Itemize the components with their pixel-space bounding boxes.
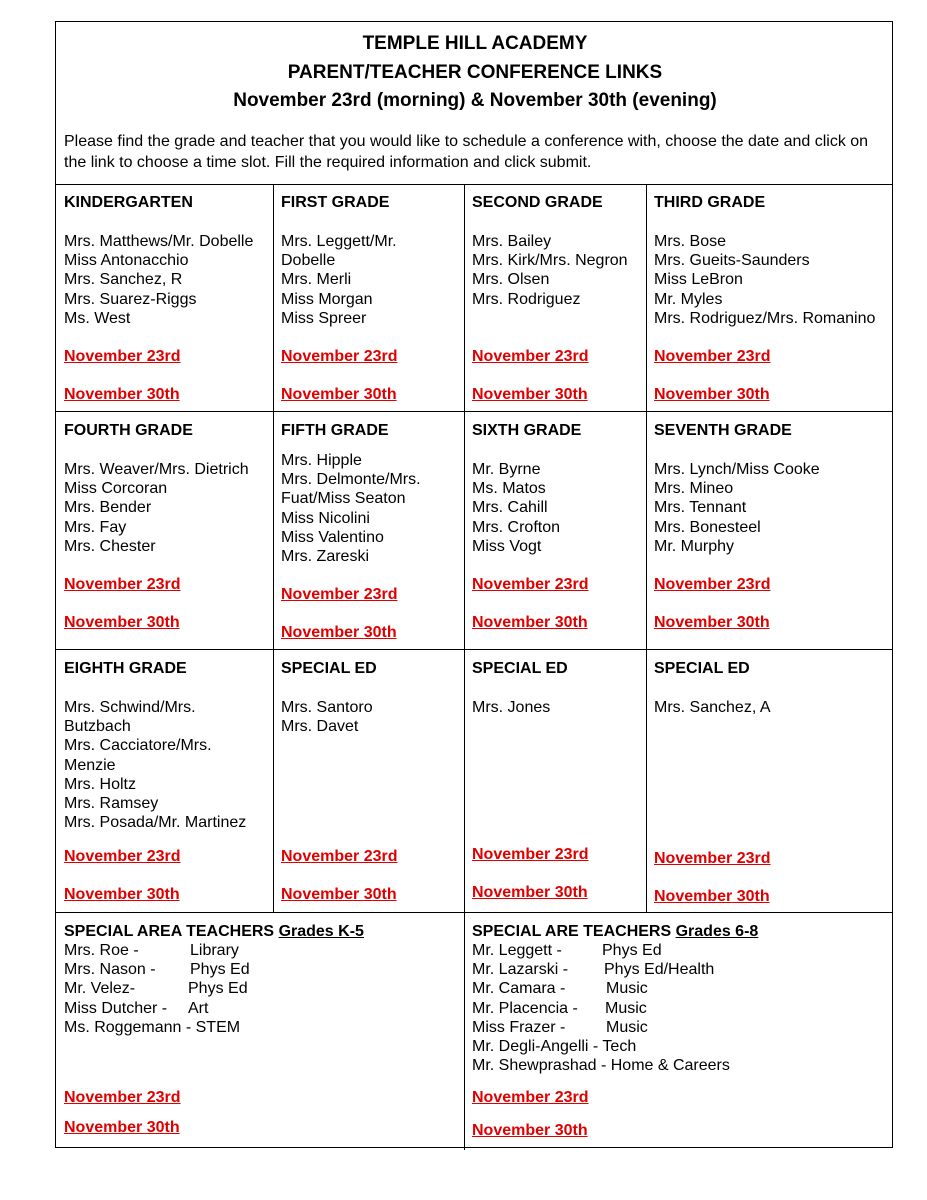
subject: STEM	[195, 1018, 241, 1036]
teacher-name: Mrs. Merli	[281, 271, 352, 289]
fifth-grade-nov23-link[interactable]: November 23rd	[281, 586, 398, 603]
special-area-68-heading	[472, 922, 758, 941]
special-area-68-title: SPECIAL ARE TEACHERS	[472, 923, 672, 940]
teacher-name: Mrs. Ramsey	[64, 795, 159, 813]
teacher-list-fifth	[281, 451, 421, 566]
teacher-name: Miss Antonacchio	[64, 252, 189, 270]
subject: Phys Ed	[190, 961, 250, 979]
special-ed-2-nov23-link[interactable]: November 23rd	[472, 846, 589, 863]
teacher-name: Mrs. Delmonte/Mrs.	[281, 471, 421, 489]
teacher-list-second	[472, 232, 628, 309]
first-grade-nov23-link[interactable]: November 23rd	[281, 348, 398, 365]
teacher-name: Ms. West	[64, 309, 131, 327]
teacher-name: Miss Dutcher -	[64, 999, 168, 1017]
teacher-name: Mrs. Fay	[64, 518, 127, 536]
special-area-k5-nov30-link[interactable]: November 30th	[64, 1119, 180, 1136]
teacher-name: Mrs. Tennant	[654, 499, 747, 517]
grade-title-special-ed-3: SPECIAL ED	[654, 660, 750, 677]
instructions: Please find the grade and teacher that you would like to schedule a conference with, choose the date and click on the link to choose a time slot. Fill the required information and click submit.	[64, 133, 869, 171]
conference-sheet	[55, 21, 893, 1148]
teacher-name: Mrs. Davet	[281, 718, 359, 736]
subject: Phys Ed	[188, 980, 248, 998]
teacher-name: Mrs. Cahill	[472, 499, 548, 517]
teacher-name: Mrs. Sanchez, A	[654, 699, 771, 716]
teacher-name: Mrs. Santoro	[281, 699, 373, 716]
subject: Phys Ed/Health	[604, 961, 715, 979]
teacher-name: Mrs. Hipple	[281, 452, 362, 469]
fourth-grade-nov30-link[interactable]: November 30th	[64, 614, 180, 631]
teacher-name: Mr. Degli-Angelli -	[472, 1038, 599, 1056]
teacher-name: Miss Corcoran	[64, 480, 168, 498]
second-grade-nov30-link[interactable]: November 30th	[472, 386, 588, 403]
special-ed-2-nov30-link[interactable]: November 30th	[472, 884, 588, 901]
list-item	[472, 941, 730, 960]
teacher-name: Mrs. Holtz	[64, 775, 136, 793]
teacher-name: Mrs. Gueits-Saunders	[654, 252, 810, 270]
teacher-name: Mr. Camara -	[472, 980, 566, 998]
teacher-list-special-ed-1	[281, 698, 373, 736]
teacher-name: Miss Nicolini	[281, 509, 370, 527]
list-item	[472, 960, 730, 979]
grid-line	[646, 184, 647, 912]
seventh-grade-nov23-link[interactable]: November 23rd	[654, 576, 771, 593]
special-area-68-grades: Grades 6-8	[675, 923, 759, 940]
special-ed-1-nov23-link[interactable]: November 23rd	[281, 848, 398, 865]
teacher-list-sixth	[472, 460, 560, 556]
teacher-list-third	[654, 232, 875, 328]
kindergarten-nov23-link[interactable]: November 23rd	[64, 348, 181, 365]
grid-line	[273, 184, 274, 912]
grade-title-second: SECOND GRADE	[472, 194, 603, 211]
grade-title-third: THIRD GRADE	[654, 194, 766, 211]
special-area-k5-title: SPECIAL AREA TEACHERS	[64, 923, 275, 940]
subject: Music	[606, 1018, 648, 1036]
grade-title-kindergarten: KINDERGARTEN	[64, 194, 193, 211]
grid-line	[56, 649, 892, 650]
list-item	[64, 999, 250, 1018]
special-ed-3-nov30-link[interactable]: November 30th	[654, 888, 770, 905]
teacher-name: Mr. Shewprashad -	[472, 1057, 607, 1075]
third-grade-nov23-link[interactable]: November 23rd	[654, 348, 771, 365]
special-ed-1-nov30-link[interactable]: November 30th	[281, 886, 397, 903]
teacher-name: Ms. Roggemann -	[64, 1018, 192, 1036]
teacher-list-special-ed-3	[654, 698, 771, 717]
teacher-name: Mr. Placencia -	[472, 999, 578, 1017]
teacher-name: Mrs. Nason -	[64, 961, 156, 979]
teacher-name: Mrs. Crofton	[472, 518, 561, 536]
teacher-name: Mrs. Sanchez, R	[64, 271, 183, 289]
list-item	[472, 999, 730, 1018]
teacher-name: Miss Spreer	[281, 309, 367, 327]
grid-line	[56, 184, 892, 185]
special-area-k5-list	[64, 941, 250, 1037]
teacher-name: Mrs. Jones	[472, 699, 551, 716]
special-area-68-nov30-link[interactable]: November 30th	[472, 1122, 588, 1139]
list-item	[472, 1018, 730, 1037]
teacher-name: Mrs. Mineo	[654, 480, 734, 498]
subject: Home & Careers	[610, 1057, 730, 1075]
grade-title-eighth: EIGHTH GRADE	[64, 660, 187, 677]
special-area-k5-grades: Grades K-5	[278, 923, 364, 940]
grid-line	[56, 912, 892, 913]
grade-title-special-ed-2: SPECIAL ED	[472, 660, 568, 677]
teacher-name: Miss Vogt	[472, 537, 542, 555]
subject: Music	[605, 999, 647, 1017]
teacher-name: Mr. Lazarski -	[472, 961, 569, 979]
teacher-name: Mr. Velez-	[64, 980, 136, 998]
teacher-name: Fuat/Miss Seaton	[281, 490, 406, 508]
teacher-name: Mrs. Posada/Mr. Martinez	[64, 814, 247, 832]
teacher-name: Mr. Murphy	[654, 537, 735, 555]
teacher-name: Mrs. Chester	[64, 537, 156, 555]
sixth-grade-nov30-link[interactable]: November 30th	[472, 614, 588, 631]
teacher-name: Ms. Matos	[472, 480, 546, 498]
teacher-name: Mrs. Matthews/Mr. Dobelle	[64, 233, 254, 250]
grade-title-first: FIRST GRADE	[281, 194, 390, 211]
grade-title-seventh: SEVENTH GRADE	[654, 422, 792, 439]
special-area-68-list	[472, 941, 730, 1075]
teacher-name: Miss Valentino	[281, 528, 384, 546]
special-area-k5-heading	[64, 922, 364, 941]
subject: Library	[190, 942, 239, 959]
teacher-name: Dobelle	[281, 252, 336, 270]
teacher-name: Mrs. Lynch/Miss Cooke	[654, 461, 820, 478]
teacher-list-eighth	[64, 698, 246, 832]
grid-line	[56, 411, 892, 412]
list-item	[472, 1056, 730, 1075]
teacher-name: Mrs. Roe -	[64, 942, 139, 959]
teacher-name: Mrs. Bose	[654, 233, 727, 250]
sixth-grade-nov23-link[interactable]: November 23rd	[472, 576, 589, 593]
teacher-name: Butzbach	[64, 718, 131, 736]
teacher-name: Mrs. Rodriguez/Mrs. Romanino	[654, 309, 876, 327]
subject: Phys Ed	[602, 942, 662, 959]
subject: Music	[606, 980, 648, 998]
list-item	[64, 979, 250, 998]
third-grade-nov30-link[interactable]: November 30th	[654, 386, 770, 403]
teacher-name: Mrs. Weaver/Mrs. Dietrich	[64, 461, 249, 478]
teacher-name: Mrs. Leggett/Mr.	[281, 233, 397, 250]
grade-title-sixth: SIXTH GRADE	[472, 422, 582, 439]
teacher-name: Mrs. Zareski	[281, 548, 369, 566]
teacher-name: Mrs. Bailey	[472, 233, 552, 250]
teacher-list-fourth	[64, 460, 249, 556]
fourth-grade-nov23-link[interactable]: November 23rd	[64, 576, 181, 593]
subject: Art	[188, 999, 209, 1017]
teacher-list-kindergarten	[64, 232, 253, 328]
teacher-name: Mrs. Olsen	[472, 271, 550, 289]
teacher-name: Mrs. Bender	[64, 499, 152, 517]
teacher-name: Miss Morgan	[281, 290, 373, 308]
special-area-68-nov23-link[interactable]: November 23rd	[472, 1089, 589, 1106]
teacher-name: Mrs. Kirk/Mrs. Negron	[472, 252, 628, 270]
conference-dates: November 23rd (morning) & November 30th (evening)	[233, 90, 717, 111]
teacher-name: Menzie	[64, 756, 116, 774]
teacher-name: Mrs. Bonesteel	[654, 518, 761, 536]
teacher-list-first	[281, 232, 397, 328]
list-item	[64, 1018, 250, 1037]
list-item	[472, 979, 730, 998]
teacher-list-seventh	[654, 460, 820, 556]
teacher-list-special-ed-2	[472, 698, 550, 717]
subject: Tech	[602, 1038, 637, 1056]
eighth-grade-nov23-link[interactable]: November 23rd	[64, 848, 181, 865]
list-item	[472, 1037, 730, 1056]
school-name: TEMPLE HILL ACADEMY	[362, 33, 588, 54]
special-ed-3-nov23-link[interactable]: November 23rd	[654, 850, 771, 867]
list-item	[64, 960, 250, 979]
list-item	[64, 941, 250, 960]
special-area-k5-nov23-link[interactable]: November 23rd	[64, 1089, 181, 1106]
page-title: PARENT/TEACHER CONFERENCE LINKS	[287, 62, 663, 83]
grid-line	[464, 184, 465, 1150]
teacher-name: Miss LeBron	[654, 271, 743, 289]
teacher-name: Mrs. Cacciatore/Mrs.	[64, 737, 212, 755]
teacher-name: Mrs. Schwind/Mrs.	[64, 699, 196, 716]
teacher-name: Mr. Byrne	[472, 461, 541, 478]
teacher-name: Mrs. Rodriguez	[472, 290, 581, 308]
kindergarten-nov30-link[interactable]: November 30th	[64, 386, 180, 403]
teacher-name: Miss Frazer -	[472, 1018, 566, 1036]
grade-title-fourth: FOURTH GRADE	[64, 422, 193, 439]
seventh-grade-nov30-link[interactable]: November 30th	[654, 614, 770, 631]
eighth-grade-nov30-link[interactable]: November 30th	[64, 886, 180, 903]
teacher-name: Mr. Myles	[654, 290, 723, 308]
teacher-name: Mrs. Suarez-Riggs	[64, 290, 197, 308]
second-grade-nov23-link[interactable]: November 23rd	[472, 348, 589, 365]
teacher-name: Mr. Leggett -	[472, 942, 562, 959]
grade-title-special-ed-1: SPECIAL ED	[281, 660, 377, 677]
first-grade-nov30-link[interactable]: November 30th	[281, 386, 397, 403]
grade-title-fifth: FIFTH GRADE	[281, 422, 389, 439]
fifth-grade-nov30-link[interactable]: November 30th	[281, 624, 397, 641]
